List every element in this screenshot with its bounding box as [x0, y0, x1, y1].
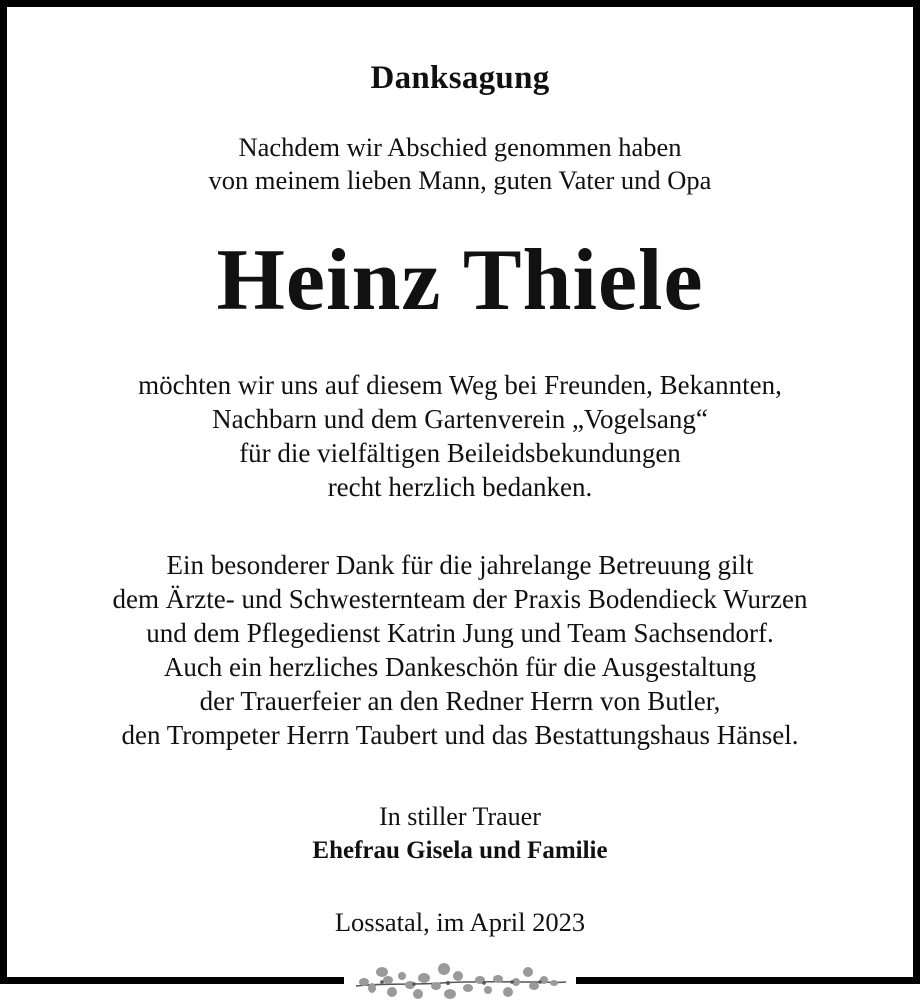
mourning-line: In stiller Trauer	[379, 802, 541, 831]
border-right	[913, 0, 920, 984]
intro-line: von meinem lieben Mann, guten Vater und Opa	[208, 165, 712, 195]
special-thanks-line: Ein besonderer Dank für die jahrelange Betreuung gilt	[166, 550, 754, 580]
special-thanks-line: dem Ärzte- und Schwesternteam der Praxis Bodendieck Wurzen	[112, 584, 808, 614]
signature	[7, 800, 913, 868]
deceased-name: Heinz Thiele	[216, 232, 704, 329]
border-left	[0, 0, 7, 984]
floral-vine-icon	[352, 958, 568, 1000]
intro-line: Nachdem wir Abschied genommen haben	[238, 132, 682, 162]
special-thanks-line: und dem Pflegedienst Katrin Jung und Team Sachsendorf.	[146, 618, 774, 648]
border-bottom-right	[576, 977, 920, 984]
thanks-line: möchten wir uns auf diesem Weg bei Freunden, Bekannten,	[138, 370, 782, 400]
border-top	[0, 0, 920, 7]
intro-text	[7, 131, 913, 197]
special-thanks-line: der Trauerfeier an den Redner Herrn von Butler,	[199, 686, 721, 716]
thanks-paragraph	[7, 368, 913, 504]
place-date: Lossatal, im April 2023	[334, 907, 586, 937]
thanks-line: für die vielfältigen Beileidsbekundungen	[239, 438, 681, 468]
special-thanks-paragraph	[7, 548, 913, 752]
border-bottom-left	[0, 977, 344, 984]
family-name: Ehefrau Gisela und Familie	[312, 837, 608, 864]
special-thanks-line: Auch ein herzliches Dankeschön für die Ausgestaltung	[163, 652, 757, 682]
notice-title: Danksagung	[370, 60, 550, 96]
thanks-line: recht herzlich bedanken.	[327, 472, 593, 502]
thanks-line: Nachbarn und dem Gartenverein „Vogelsang“	[212, 404, 708, 434]
special-thanks-line: den Trompeter Herrn Taubert und das Bestattungshaus Hänsel.	[121, 720, 799, 750]
